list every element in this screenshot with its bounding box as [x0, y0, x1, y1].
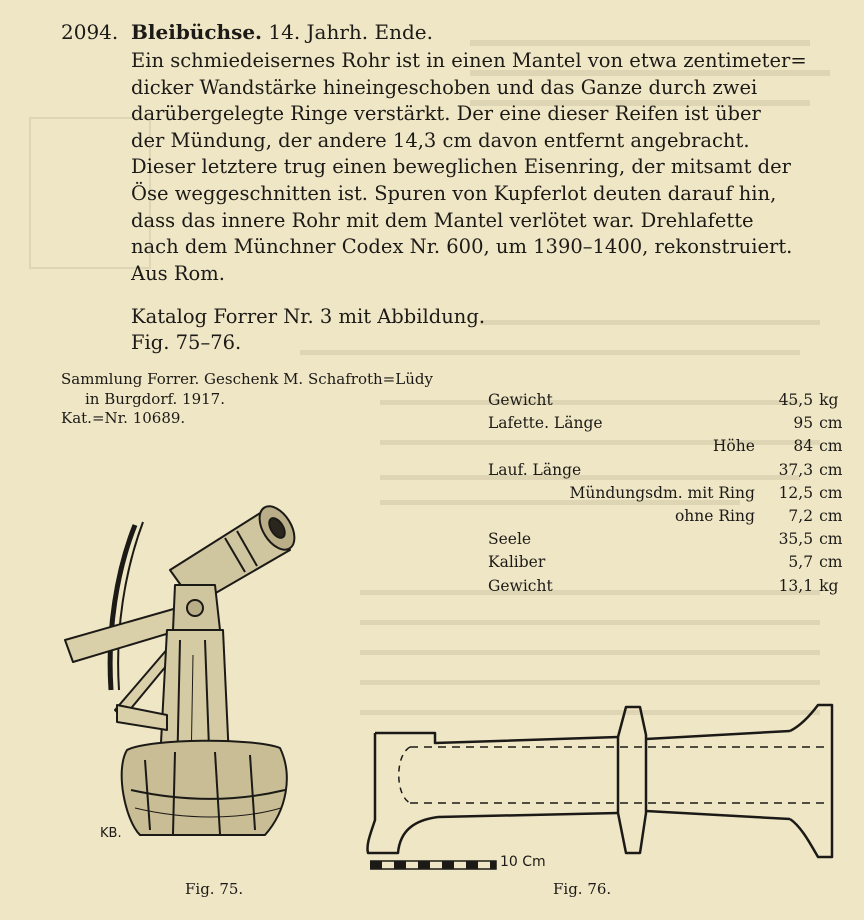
description-line: darübergelegte Ringe verstärkt. Der eine dieser Reifen ist über	[131, 102, 761, 126]
entry-number: 2094.	[61, 20, 119, 44]
spec-unit: cm	[819, 414, 843, 433]
spec-value: 7,2	[788, 507, 814, 526]
spec-unit: cm	[819, 437, 843, 456]
spec-row	[430, 435, 864, 458]
spec-value: 35,5	[778, 530, 814, 549]
figure-76-caption: Fig. 76.	[553, 880, 612, 898]
entry-description	[131, 48, 835, 287]
description-line: Öse weggeschnitten ist. Spuren von Kupferlot deuten darauf hin,	[131, 181, 777, 205]
spec-unit: cm	[819, 460, 843, 479]
description-line: dicker Wandstärke hineingeschoben und das Ganze durch zwei	[131, 75, 758, 99]
spec-label: Lauf. Länge	[488, 460, 582, 479]
provenance-line: Kat.=Nr. 10689.	[61, 409, 186, 427]
spec-unit: kg	[819, 576, 839, 595]
entry-date: 14. Jahrh. Ende.	[268, 20, 433, 44]
spec-label: Mündungsdm. mit Ring	[569, 483, 755, 502]
artist-signature: KB.	[100, 826, 122, 841]
specifications-table	[430, 389, 864, 598]
spec-row	[430, 505, 864, 528]
spec-row	[430, 389, 864, 412]
spec-value: 5,7	[788, 553, 814, 572]
spec-value: 84	[793, 437, 814, 456]
spec-unit: cm	[819, 507, 843, 526]
spec-row	[430, 551, 864, 574]
catalog-reference: Katalog Forrer Nr. 3 mit Abbildung.	[131, 305, 486, 328]
spec-unit: cm	[819, 530, 843, 549]
spec-unit: cm	[819, 483, 843, 502]
spec-value: 13,1	[778, 576, 814, 595]
spec-value: 95	[793, 414, 814, 433]
spec-label: Gewicht	[488, 576, 553, 595]
scale-bar	[370, 858, 500, 872]
provenance	[61, 370, 433, 429]
spec-label: Kaliber	[488, 553, 546, 572]
spec-row	[430, 575, 864, 598]
entry-title: Bleibüchse.	[131, 20, 263, 44]
figure-reference: Fig. 75–76.	[131, 331, 242, 354]
spec-row	[430, 528, 864, 551]
entry-heading	[61, 18, 433, 47]
description-line: dass das innere Rohr mit dem Mantel verlötet war. Drehlafette	[131, 208, 754, 232]
spec-value: 45,5	[778, 391, 814, 409]
description-line: Aus Rom.	[131, 261, 225, 285]
spec-label: Lafette. Länge	[488, 414, 603, 433]
spec-value: 37,3	[778, 460, 814, 479]
description-line: der Mündung, der andere 14,3 cm davon entfernt angebracht.	[131, 128, 750, 152]
figure-75-illustration	[55, 490, 305, 860]
description-line: Ein schmiedeisernes Rohr ist in einen Mantel von etwa zentimeter=	[131, 49, 807, 72]
spec-unit: cm	[819, 553, 843, 572]
scale-label: 10 Cm	[500, 854, 546, 870]
spec-label: Gewicht	[488, 391, 553, 409]
provenance-line: Sammlung Forrer. Geschenk M. Schafroth=Lüdy	[61, 370, 433, 388]
spec-label: ohne Ring	[674, 507, 755, 526]
spec-unit: kg	[819, 391, 839, 409]
description-line: nach dem Münchner Codex Nr. 600, um 1390–1400, rekonstruiert.	[131, 235, 793, 259]
figure-75-caption: Fig. 75.	[185, 880, 244, 898]
spec-row	[430, 459, 864, 482]
spec-label: Seele	[488, 530, 532, 549]
figure-76-illustration	[340, 695, 840, 870]
spec-value: 12,5	[778, 483, 814, 502]
provenance-line: in Burgdorf. 1917.	[85, 389, 225, 408]
spec-row	[430, 482, 864, 505]
description-line: Dieser letztere trug einen beweglichen Eisenring, der mitsamt der	[131, 155, 792, 179]
spec-row	[430, 412, 864, 435]
spec-label: Höhe	[712, 437, 755, 456]
